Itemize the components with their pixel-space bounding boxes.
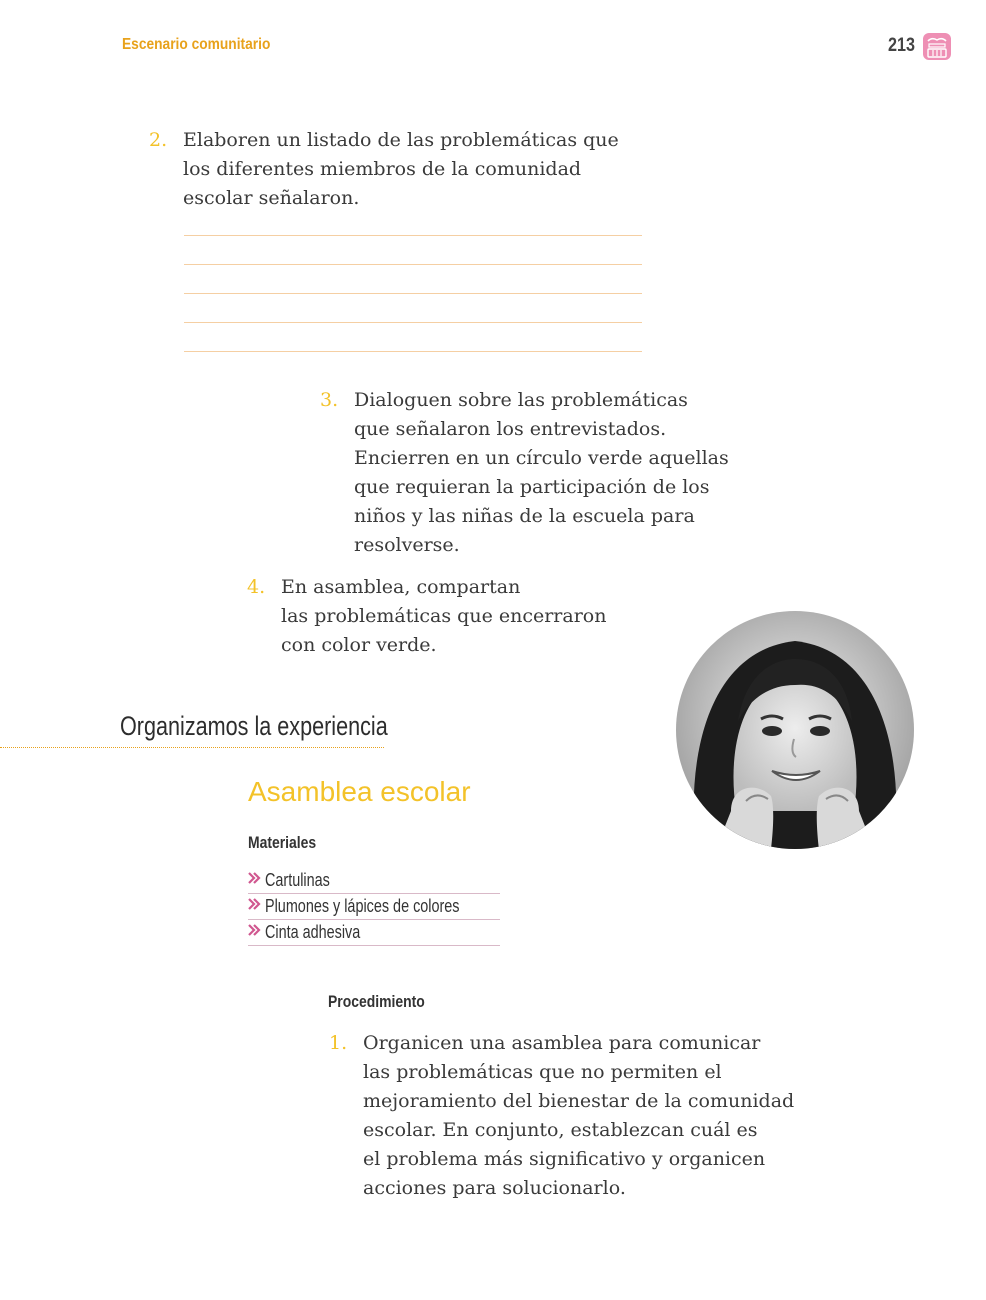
- double-chevron-right-icon: [248, 924, 261, 936]
- item-text-line: las problemáticas que encerraron: [281, 605, 607, 627]
- activity-subtitle: Asamblea escolar: [248, 776, 471, 807]
- item-text-line: acciones para solucionarlo.: [363, 1177, 626, 1199]
- item-number: 4.: [247, 576, 266, 598]
- procedure-label: Procedimiento: [328, 992, 425, 1011]
- item-text-line: que requieran la participación de los: [354, 476, 710, 498]
- list-item: [248, 868, 500, 894]
- procedure-item-1: [329, 1029, 833, 1203]
- item-text-line: Encierren en un círculo verde aquellas: [354, 447, 729, 469]
- item-text-line: escolar. En conjunto, establezcan cuál es: [363, 1119, 758, 1141]
- answer-line[interactable]: [184, 351, 642, 352]
- item-number: 2.: [149, 129, 168, 151]
- double-chevron-right-icon: [248, 898, 261, 910]
- activity-item-4: [247, 573, 641, 660]
- page-number: 213: [888, 35, 915, 56]
- item-text-line: que señalaron los entrevistados.: [354, 418, 667, 440]
- list-item: [248, 894, 500, 920]
- material-label: Cinta adhesiva: [265, 922, 361, 942]
- list-item: [248, 920, 500, 946]
- section-title: Organizamos la experiencia: [120, 711, 388, 741]
- item-text-line: escolar señalaron.: [183, 187, 360, 209]
- materials-label: Materiales: [248, 833, 317, 852]
- activity-item-3: [320, 386, 774, 560]
- item-text-line: Elaboren un listado de las problemáticas que: [183, 129, 619, 151]
- item-number: 3.: [320, 389, 339, 411]
- item-text-line: las problemáticas que no permiten el: [363, 1061, 722, 1083]
- item-text-line: resolverse.: [354, 534, 460, 556]
- activity-item-2: [149, 126, 663, 213]
- section-divider: [0, 747, 384, 748]
- item-number: 1.: [329, 1032, 348, 1054]
- double-chevron-right-icon: [248, 872, 261, 884]
- item-text-line: Dialoguen sobre las problemáticas: [354, 389, 688, 411]
- running-header: Escenario comunitario: [122, 36, 271, 53]
- material-label: Cartulinas: [265, 870, 330, 890]
- item-text-line: el problema más significativo y organicen: [363, 1148, 766, 1170]
- material-label: Plumones y lápices de colores: [265, 896, 460, 916]
- item-text-line: mejoramiento del bienestar de la comunidad: [363, 1090, 795, 1112]
- girl-portrait-photo: [676, 611, 914, 849]
- item-text-line: los diferentes miembros de la comunidad: [183, 158, 582, 180]
- item-text-line: Organicen una asamblea para comunicar: [363, 1032, 761, 1054]
- answer-line[interactable]: [184, 293, 642, 294]
- item-text-line: niños y las niñas de la escuela para: [354, 505, 695, 527]
- answer-line[interactable]: [184, 264, 642, 265]
- materials-list: [248, 868, 500, 946]
- answer-line[interactable]: [184, 322, 642, 323]
- item-text-line: En asamblea, compartan: [281, 576, 521, 598]
- item-text-line: con color verde.: [281, 634, 437, 656]
- classroom-book-icon: [923, 33, 951, 60]
- answer-line[interactable]: [184, 235, 642, 236]
